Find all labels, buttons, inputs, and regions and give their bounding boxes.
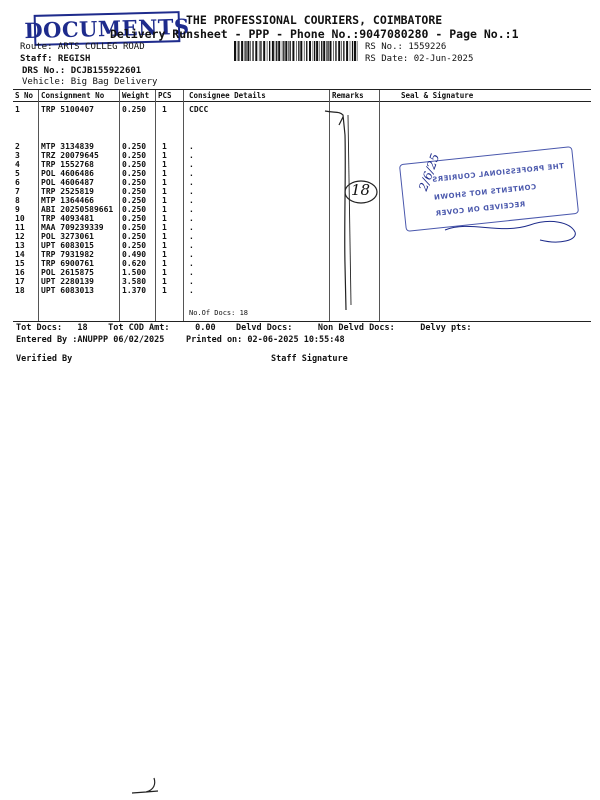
header-seal-signature: Seal & Signature <box>401 91 474 100</box>
cell-weight: 0.250 <box>122 151 147 160</box>
cell-weight: 3.580 <box>122 277 147 286</box>
cell-weight: 0.250 <box>122 214 147 223</box>
cell-pcs: 1 <box>162 286 167 295</box>
company-name: THE PROFESSIONAL COURIERS, COIMBATORE <box>186 13 443 27</box>
cell-weight: 0.250 <box>122 223 147 232</box>
cell-consignment-no: TRZ 20079645 <box>41 151 99 160</box>
cell-weight: 0.490 <box>122 250 147 259</box>
cell-consignment-no: POL 4606487 <box>41 178 94 187</box>
cell-consignment-no: UPT 6083013 <box>41 286 94 295</box>
cell-consignee-details: CDCC <box>189 105 209 114</box>
cell-consignee-details: . <box>189 169 194 178</box>
cell-weight: 0.250 <box>122 169 147 178</box>
cell-pcs: 1 <box>162 151 167 160</box>
cell-weight: 0.250 <box>122 105 147 114</box>
cell-pcs: 1 <box>162 223 167 232</box>
header-sno: S No <box>15 91 34 100</box>
cell-consignment-no: UPT 2280139 <box>41 277 94 286</box>
cell-pcs: 1 <box>162 250 167 259</box>
cell-consignment-no: TRP 6900761 <box>41 259 94 268</box>
header-pcs: PCS <box>158 91 172 100</box>
cell-consignee-details: . <box>189 187 194 196</box>
cell-pcs: 1 <box>162 205 167 214</box>
totals-line: Tot Docs: 18 Tot COD Amt: 0.00 Delvd Docs: Non Delvd Docs: Delvy pts: <box>16 323 472 333</box>
cell-weight: 0.250 <box>122 142 147 151</box>
cell-sno: 16 <box>15 268 25 277</box>
cell-pcs: 1 <box>162 178 167 187</box>
cell-weight: 0.250 <box>122 241 147 250</box>
cell-sno: 9 <box>15 205 20 214</box>
cell-consignment-no: ABI 20250589661 <box>41 205 114 214</box>
documents-stamp: DOCUMENTS <box>34 11 181 46</box>
cell-pcs: 1 <box>162 105 167 114</box>
cell-consignment-no: TRP 4093481 <box>41 214 94 223</box>
cell-pcs: 1 <box>162 259 167 268</box>
no-of-docs: No.Of Docs: 18 <box>189 309 249 317</box>
cell-sno: 17 <box>15 277 25 286</box>
handwritten-date: 2/6/25 <box>416 151 443 193</box>
rs-date: RS Date: 02-Jun-2025 <box>365 54 474 64</box>
cell-consignment-no: MTP 1364466 <box>41 196 94 205</box>
cell-weight: 1.370 <box>122 286 147 295</box>
cell-consignee-details: . <box>189 268 194 277</box>
vehicle-label: Vehicle: Big Bag Delivery <box>22 77 158 87</box>
cell-sno: 7 <box>15 187 20 196</box>
cell-consignee-details: . <box>189 214 194 223</box>
cell-pcs: 1 <box>162 142 167 151</box>
cell-sno: 2 <box>15 142 20 151</box>
cell-sno: 5 <box>15 169 20 178</box>
cell-consignee-details: . <box>189 205 194 214</box>
runsheet-title: Delivery Runsheet - PPP - Phone No.:9047080280 - Page No.:1 <box>110 27 519 41</box>
bottom-mark <box>128 776 162 796</box>
cell-consignment-no: POL 3273061 <box>41 232 94 241</box>
cell-sno: 1 <box>15 105 20 114</box>
cell-consignee-details: . <box>189 250 194 259</box>
handwritten-count: 18 <box>351 181 371 199</box>
cell-sno: 3 <box>15 151 20 160</box>
cell-sno: 15 <box>15 259 25 268</box>
header-consignment-no: Consignment No <box>41 91 105 100</box>
header-consignee-details: Consignee Details <box>189 91 266 100</box>
cell-weight: 0.620 <box>122 259 147 268</box>
cell-weight: 0.250 <box>122 160 147 169</box>
cell-consignee-details: . <box>189 286 194 295</box>
cell-pcs: 1 <box>162 196 167 205</box>
signature-scribble <box>440 200 580 250</box>
cell-consignment-no: TRP 2525819 <box>41 187 94 196</box>
cell-pcs: 1 <box>162 232 167 241</box>
cell-pcs: 1 <box>162 214 167 223</box>
cell-pcs: 1 <box>162 169 167 178</box>
cell-sno: 18 <box>15 286 25 295</box>
cell-sno: 10 <box>15 214 25 223</box>
cell-consignment-no: TRP 7931982 <box>41 250 94 259</box>
entered-by: Entered By :ANUPPP 06/02/2025 <box>16 335 165 345</box>
cell-consignment-no: TRP 5100407 <box>41 105 94 114</box>
cell-consignee-details: . <box>189 232 194 241</box>
cell-weight: 0.250 <box>122 187 147 196</box>
cell-consignee-details: . <box>189 277 194 286</box>
verified-by: Verified By <box>16 354 73 364</box>
cell-pcs: 1 <box>162 277 167 286</box>
cell-consignee-details: . <box>189 160 194 169</box>
cell-consignee-details: . <box>189 142 194 151</box>
cell-sno: 14 <box>15 250 25 259</box>
cell-consignment-no: POL 2615875 <box>41 268 94 277</box>
cell-sno: 4 <box>15 160 20 169</box>
staff-signature: Staff Signature <box>271 354 348 364</box>
cell-consignment-no: UPT 6083015 <box>41 241 94 250</box>
cell-weight: 0.250 <box>122 196 147 205</box>
cell-pcs: 1 <box>162 241 167 250</box>
route-label: Route: ARTS COLLEG ROAD <box>20 42 145 52</box>
cell-consignee-details: . <box>189 241 194 250</box>
cell-consignee-details: . <box>189 223 194 232</box>
cell-consignment-no: MTP 3134839 <box>41 142 94 151</box>
cell-weight: 0.250 <box>122 178 147 187</box>
rs-number: RS No.: 1559226 <box>365 42 447 52</box>
cell-consignment-no: POL 4606486 <box>41 169 94 178</box>
cell-consignee-details: . <box>189 196 194 205</box>
header-remarks: Remarks <box>332 91 364 100</box>
cell-sno: 8 <box>15 196 20 205</box>
cell-weight: 1.500 <box>122 268 147 277</box>
cell-pcs: 1 <box>162 187 167 196</box>
drs-number: DRS No.: DCJB155922601 <box>22 66 142 76</box>
cell-sno: 11 <box>15 223 25 232</box>
cell-weight: 0.250 <box>122 232 147 241</box>
cell-pcs: 1 <box>162 268 167 277</box>
cell-consignee-details: . <box>189 259 194 268</box>
header-weight: Weight <box>122 91 150 100</box>
cell-weight: 0.250 <box>122 205 147 214</box>
barcode <box>234 41 360 61</box>
handwritten-bracket <box>315 105 395 315</box>
cell-pcs: 1 <box>162 160 167 169</box>
cell-sno: 12 <box>15 232 25 241</box>
cell-consignment-no: MAA 709239339 <box>41 223 104 232</box>
cell-sno: 6 <box>15 178 20 187</box>
staff-label: Staff: REGISH <box>20 54 91 64</box>
cell-consignee-details: . <box>189 151 194 160</box>
printed-on: Printed on: 02-06-2025 10:55:48 <box>186 335 345 345</box>
cell-sno: 13 <box>15 241 25 250</box>
cell-consignment-no: TRP 1552768 <box>41 160 94 169</box>
received-seal-stamp: THE PROFESSIONAL COURIERS CONTENTS NOT SHOWN RECEIVED ON COVER <box>399 146 579 232</box>
cell-consignee-details: . <box>189 178 194 187</box>
